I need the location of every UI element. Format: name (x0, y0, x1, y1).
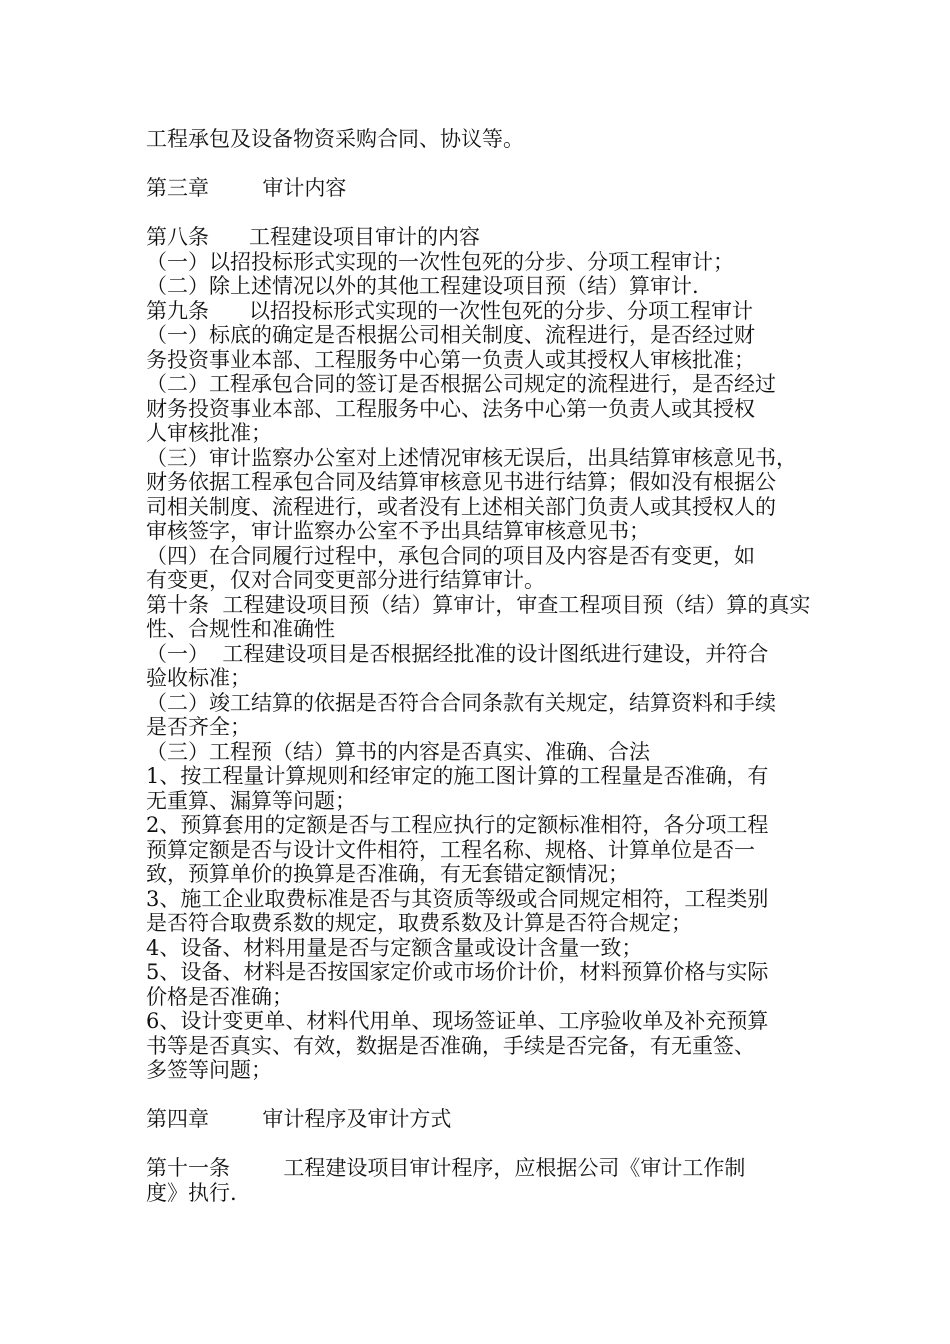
text-line: （二）竣工结算的依据是否符合合同条款有关规定，结算资料和手续 (146, 690, 776, 715)
text-line: 致，预算单价的换算是否准确，有无套错定额情况； (146, 862, 629, 886)
text-line: （一）以招投标形式实现的一次性包死的分步、分项工程审计； (146, 249, 734, 274)
text-line: 第四章 审计程序及审计方式 (146, 1107, 452, 1131)
text-line: 4、设备、材料用量是否与定额含量或设计含量一致； (146, 935, 643, 960)
paragraph-gap (146, 1132, 816, 1157)
text-line: 无重算、漏算等问题； (146, 788, 356, 813)
text-line: 务投资事业本部、工程服务中心第一负责人或其授权人审核批准； (146, 347, 755, 372)
text-line: 人审核批准； (146, 421, 272, 445)
text-line: 验收标准； (146, 666, 251, 690)
text-line: 司相关制度、流程进行，或者没有上述相关部门负责人或其授权人的 (146, 494, 776, 519)
text-line: 财务依据工程承包合同及结算审核意见书进行结算；假如没有根据公 (146, 470, 776, 494)
text-line: 第九条 以招投标形式实现的一次性包死的分步、分项工程审计 (146, 298, 754, 323)
paragraph-gap (146, 1083, 816, 1108)
paragraph-gap (146, 152, 816, 177)
text-line: 第八条 工程建设项目审计的内容 (146, 225, 481, 249)
document-body (146, 127, 816, 1205)
text-line: 性、合规性和准确性 (146, 617, 335, 641)
text-line: 价格是否准确； (146, 984, 293, 1009)
text-line: 第十一条 工程建设项目审计程序，应根据公司《审计工作制 (146, 1156, 746, 1180)
text-line: （二）除上述情况以外的其他工程建设项目预（结）算审计. (146, 274, 699, 298)
text-line: 财务投资事业本部、工程服务中心、法务中心第一负责人或其授权 (146, 396, 755, 421)
text-line: 3、施工企业取费标准是否与其资质等级或合同规定相符，工程类别 (146, 886, 769, 911)
text-line: 1、按工程量计算规则和经审定的施工图计算的工程量是否准确，有 (146, 764, 769, 788)
text-line: （一） 工程建设项目是否根据经批准的设计图纸进行建设，并符合 (146, 641, 769, 666)
text-line: 书等是否真实、有效，数据是否准确，手续是否完备，有无重签、 (146, 1033, 755, 1058)
text-line: 第十条 工程建设项目预（结）算审计，审查工程项目预（结）算的真实 (146, 592, 811, 617)
text-line: 多签等问题； (146, 1058, 272, 1082)
text-line: 工程承包及设备物资采购合同、协议等。 (146, 127, 524, 151)
text-line: （四）在合同履行过程中，承包合同的项目及内容是否有变更，如 (146, 543, 755, 568)
text-line: 6、设计变更单、材料代用单、现场签证单、工序验收单及补充预算 (146, 1009, 769, 1033)
text-line: 2、预算套用的定额是否与工程应执行的定额标准相符，各分项工程 (146, 813, 769, 837)
paragraph-gap (146, 201, 816, 226)
text-line: 是否符合取费系数的规定，取费系数及计算是否符合规定； (146, 911, 692, 935)
text-line: （二）工程承包合同的签订是否根据公司规定的流程进行，是否经过 (146, 372, 776, 396)
text-line: 5、设备、材料是否按国家定价或市场价计价，材料预算价格与实际 (146, 960, 769, 984)
text-line: 预算定额是否与设计文件相符，工程名称、规格、计算单位是否一 (146, 837, 755, 862)
text-line: 度》执行. (146, 1180, 237, 1205)
text-line: 有变更，仅对合同变更部分进行结算审计。 (146, 568, 545, 592)
text-line: 第三章 审计内容 (146, 176, 347, 200)
text-line: 审核签字，审计监察办公室不予出具结算审核意见书； (146, 519, 650, 543)
text-line: 是否齐全； (146, 715, 251, 739)
text-line: （三）工程预（结）算书的内容是否真实、准确、合法 (146, 739, 650, 764)
text-line: （一）标底的确定是否根据公司相关制度、流程进行，是否经过财 (146, 323, 755, 347)
text-line: （三）审计监察办公室对上述情况审核无误后，出具结算审核意见书， (146, 445, 797, 470)
